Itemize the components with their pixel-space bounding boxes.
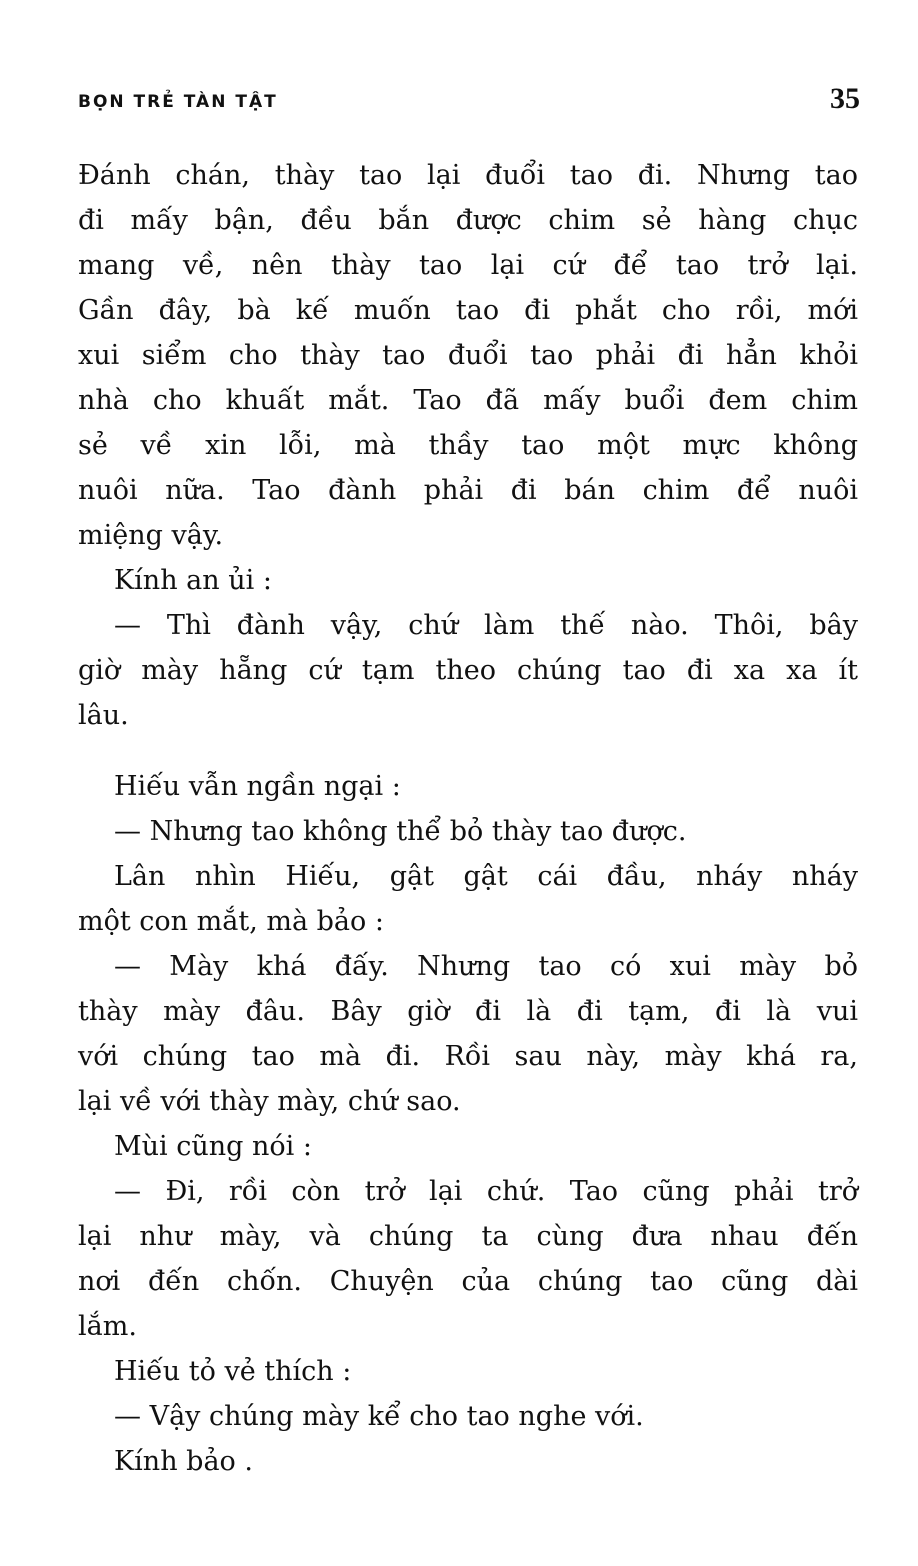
- dialogue-intro: Hiếu vẫn ngần ngại :: [114, 771, 401, 802]
- text-line: xui siểm cho thày tao đuổi tao phải đi hẳn khỏi: [78, 340, 858, 371]
- text-line: mang về, nên thày tao lại cứ để tao trở lại.: [78, 250, 858, 281]
- text-line: lại về với thày mày, chứ sao.: [78, 1086, 461, 1117]
- page-number: 35: [830, 82, 860, 115]
- text-line: với chúng tao mà đi. Rồi sau này, mày khá ra,: [78, 1041, 858, 1072]
- dialogue-intro: Kính an ủi :: [114, 565, 272, 596]
- text-line: thày mày đâu. Bây giờ đi là đi tạm, đi là vui: [78, 996, 858, 1027]
- running-head: [78, 82, 860, 122]
- dialogue-line: — Đi, rồi còn trở lại chứ. Tao cũng phải trở: [114, 1176, 858, 1207]
- dialogue-line: — Thì đành vậy, chứ làm thế nào. Thôi, bây: [114, 610, 858, 641]
- text-line: đi mấy bận, đều bắn được chim sẻ hàng chục: [78, 205, 858, 236]
- dialogue-line: — Mày khá đấy. Nhưng tao có xui mày bỏ: [114, 951, 858, 982]
- text-line: Gần đây, bà kế muốn tao đi phắt cho rồi, mới: [78, 295, 858, 326]
- text-line: nơi đến chốn. Chuyện của chúng tao cũng dài: [78, 1266, 858, 1297]
- dialogue-intro: Hiếu tỏ vẻ thích :: [114, 1356, 352, 1387]
- text-line: Đánh chán, thày tao lại đuổi tao đi. Nhưng tao: [78, 160, 858, 191]
- dialogue-intro: Mùi cũng nói :: [114, 1131, 312, 1162]
- text-line: nuôi nữa. Tao đành phải đi bán chim để nuôi: [78, 475, 858, 506]
- text-line: lắm.: [78, 1311, 137, 1342]
- dialogue-line: — Vậy chúng mày kể cho tao nghe với.: [114, 1401, 644, 1432]
- text-line: miệng vậy.: [78, 520, 224, 551]
- text-line: lâu.: [78, 700, 129, 731]
- book-title: BỌN TRẺ TÀN TẬT: [78, 92, 278, 112]
- text-line: một con mắt, mà bảo :: [78, 906, 384, 937]
- paragraph-gap: [78, 738, 858, 764]
- dialogue-line: — Nhưng tao không thể bỏ thày tao được.: [114, 816, 687, 847]
- text-line: sẻ về xin lỗi, mà thầy tao một mực không: [78, 430, 858, 461]
- text-line: lại như mày, và chúng ta cùng đưa nhau đến: [78, 1221, 858, 1252]
- text-line: nhà cho khuất mắt. Tao đã mấy buổi đem chim: [78, 385, 858, 416]
- body-text: [78, 153, 858, 1484]
- text-line: Lân nhìn Hiếu, gật gật cái đầu, nháy nháy: [114, 861, 858, 892]
- dialogue-intro: Kính bảo .: [114, 1446, 253, 1477]
- text-line: giờ mày hẵng cứ tạm theo chúng tao đi xa xa ít: [78, 655, 858, 686]
